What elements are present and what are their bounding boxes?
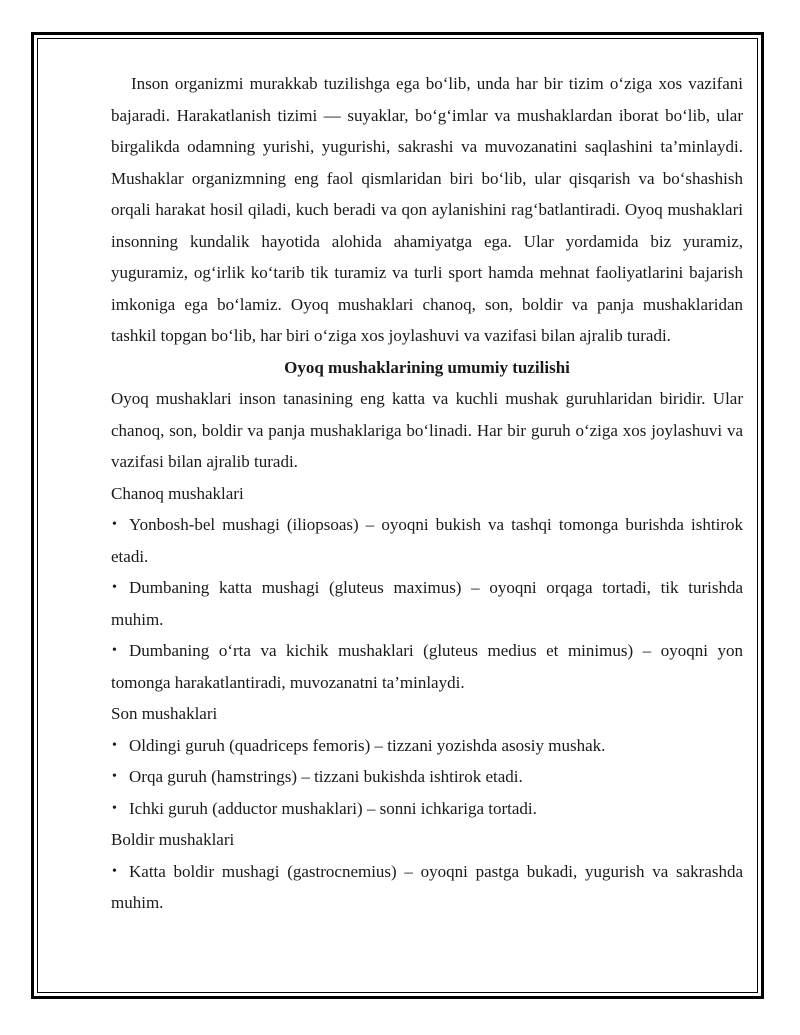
list-item: • Orqa guruh (hamstrings) – tizzani bukishda ishtirok etadi. [111,761,743,793]
section-title-chanoq: Chanoq mushaklari [111,483,244,503]
list-son [111,730,743,825]
list-item: • Katta boldir mushagi (gastrocnemius) – oyoqni pastga bukadi, yugurish va sakrashda muhim. [111,856,743,919]
bullet-icon: • [112,737,117,753]
overview-paragraph: Oyoq mushaklari inson tanasining eng katta va kuchli mushak guruhlaridan biridir. Ular chanoq, son, boldir va panja mushaklariga bo‘linadi. Har bir guruh o‘ziga xos joylashuvi va vazifasi bilan ajralib turadi. [111,389,743,471]
section-heading: Oyoq mushaklarining umumiy tuzilishi [284,357,570,377]
bullet-icon: • [112,580,117,595]
list-chanoq [111,509,743,698]
list-item: • Ichki guruh (adductor mushaklari) – sonni ichkariga tortadi. [111,793,743,825]
list-item: • Dumbaning o‘rta va kichik mushaklari (gluteus medius et minimus) – oyoqni yon tomonga harakatlantiradi, muvozanatni ta’minlaydi. [111,635,743,698]
bullet-icon: • [112,643,117,658]
bullet-icon: • [112,769,117,784]
document-body [111,68,743,919]
section-title-son: Son mushaklari [111,704,218,723]
section-title-boldir: Boldir mushaklari [111,830,235,849]
list-boldir [111,856,743,919]
bullet-icon: • [112,517,117,532]
list-item: • Oldingi guruh (quadriceps femoris) – tizzani yozishda asosiy mushak. [111,730,743,762]
bullet-icon: • [112,800,117,816]
list-item: • Yonbosh-bel mushagi (iliopsoas) – oyoqni bukish va tashqi tomonga burishda ishtirok etadi. [111,509,743,572]
list-item: • Dumbaning katta mushagi (gluteus maximus) – oyoqni orqaga tortadi, tik turishda muhim. [111,572,743,635]
intro-paragraph: Inson organizmi murakkab tuzilishga ega bo‘lib, unda har bir tizim o‘ziga xos vazifani bajaradi. Harakatlanish tizimi — suyaklar, bo‘g‘imlar va mushaklardan iborat bo‘lib, ular birgalikda odamning yurishi, yugurishi, sakrashi va muvozanatini saqlashini ta’minlaydi. Mushaklar organizmning eng faol qismlaridan biri bo‘lib, ular qisqarish va bo‘shashish orqali harakat hosil qiladi, kuch beradi va qon aylanishini rag‘batlantiradi. Oyoq mushaklari insonning kundalik hayotida alohida ahamiyatga ega. Ular yordamida biz yuramiz, yuguramiz, og‘irlik ko‘tarib tik turamiz va turli sport hamda mehnat faoliyatlarini bajarish imkoniga ega bo‘lamiz. Oyoq mushaklari chanoq, son, boldir va panja mushaklaridan tashkil topgan bo‘lib, har biri o‘ziga xos joylashuvi va vazifasi bilan ajralib turadi. [111,74,743,345]
bullet-icon: • [112,863,117,879]
